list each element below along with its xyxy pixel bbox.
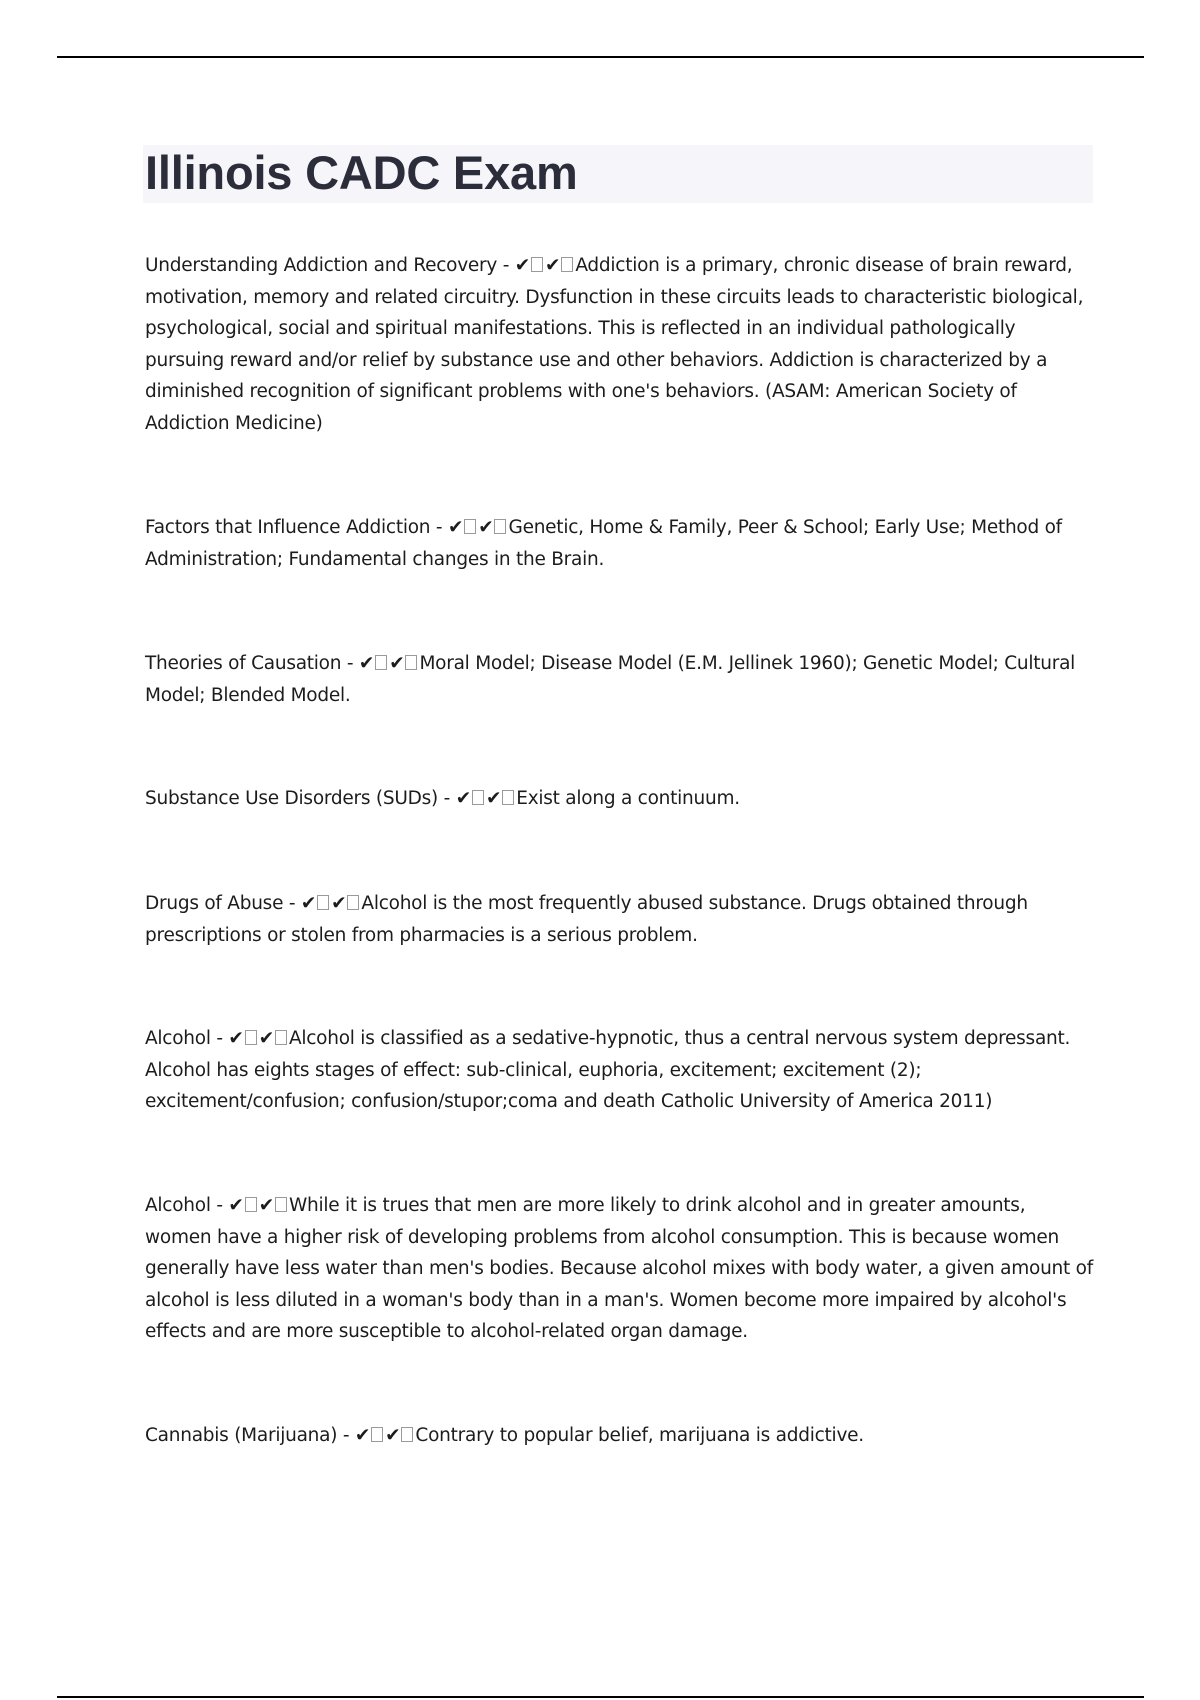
entry-definition: Alcohol is the most frequently abused substance. Drugs obtained through prescriptions or stolen from pharmacies is a serious problem.	[145, 893, 1028, 946]
qa-entry	[145, 1023, 1095, 1118]
checkmark-icon: ✔	[331, 893, 347, 914]
empty-box-icon	[464, 519, 476, 534]
entry-definition: Genetic, Home & Family, Peer & School; Early Use; Method of Administration; Fundamental changes in the Brain.	[145, 517, 1062, 570]
entry-definition: Addiction is a primary, chronic disease of brain reward, motivation, memory and related circuitry. Dysfunction in these circuits leads to characteristic biological, psychological, social and spiritual manifestations. This is reflected in an individual pathologically pursuing reward and/or relief by substance use and other behaviors. Addiction is characterized by a diminished recognition of significant problems with one's behaviors. (ASAM: American Society of Addiction Medicine)	[145, 255, 1084, 434]
empty-box-icon	[405, 655, 417, 670]
entry-separator: -	[497, 255, 515, 276]
entry-separator: -	[210, 1195, 229, 1216]
entry-definition: Exist along a continuum.	[516, 788, 740, 809]
entry-term: Theories of Causation	[145, 653, 342, 674]
entry-term: Drugs of Abuse	[145, 893, 284, 914]
empty-box-icon	[531, 257, 543, 272]
entry-term: Understanding Addiction and Recovery	[145, 255, 498, 276]
checkmark-icon: ✔	[228, 1195, 244, 1216]
empty-box-icon	[371, 1427, 383, 1442]
bottom-rule	[57, 1696, 1144, 1698]
empty-box-icon	[275, 1030, 287, 1045]
entry-separator: -	[438, 788, 456, 809]
entry-term: Alcohol	[145, 1028, 211, 1049]
checkmark-icon: ✔	[478, 517, 494, 538]
checkmark-icon: ✔	[258, 1028, 274, 1049]
empty-box-icon	[494, 519, 506, 534]
qa-entry	[145, 250, 1095, 439]
checkmark-icon: ✔	[258, 1195, 274, 1216]
empty-box-icon	[502, 790, 514, 805]
empty-box-icon	[375, 655, 387, 670]
entry-definition: Alcohol is classified as a sedative-hypnotic, thus a central nervous system depressant. Alcohol has eights stages of effect: sub-clinical, euphoria, excitement; excitement (2); excitement/confusion; confusion/stupor;coma and death Catholic University of America 2011)	[145, 1028, 1071, 1112]
checkmark-icon: ✔	[300, 893, 317, 914]
top-rule	[57, 56, 1144, 58]
qa-entry	[145, 648, 1095, 711]
qa-entry	[145, 1190, 1095, 1348]
empty-box-icon	[472, 790, 484, 805]
empty-box-icon	[347, 895, 359, 910]
entry-definition: While it is trues that men are more likely to drink alcohol and in greater amounts, women have a higher risk of developing problems from alcohol consumption. This is because women generally have less water than men's bodies. Because alcohol mixes with body water, a given amount of alcohol is less diluted in a woman's body than in a man's. Women become more impaired by alcohol's effects and are more susceptible to alcohol-related organ damage.	[145, 1195, 1093, 1342]
checkmark-icon: ✔	[447, 517, 464, 538]
checkmark-icon: ✔	[389, 653, 405, 674]
checkmark-icon: ✔	[545, 255, 561, 276]
entry-definition: Moral Model; Disease Model (E.M. Jellinek 1960); Genetic Model; Cultural Model; Blended Model.	[145, 653, 1076, 706]
entry-separator: -	[341, 653, 359, 674]
checkmark-icon: ✔	[228, 1028, 244, 1049]
entry-term: Factors that Influence Addiction	[145, 517, 431, 538]
entry-term: Cannabis (Marijuana)	[145, 1425, 338, 1446]
qa-entry	[145, 512, 1095, 575]
checkmark-icon: ✔	[354, 1425, 371, 1446]
entry-separator: -	[430, 517, 448, 538]
checkmark-icon: ✔	[455, 788, 471, 809]
entry-separator: -	[210, 1028, 229, 1049]
empty-box-icon	[401, 1427, 413, 1442]
entry-separator: -	[283, 893, 301, 914]
qa-entry	[145, 1420, 1095, 1452]
qa-entry	[145, 888, 1095, 951]
checkmark-icon: ✔	[514, 255, 531, 276]
checkmark-icon: ✔	[358, 653, 375, 674]
entry-term: Alcohol	[145, 1195, 211, 1216]
checkmark-icon: ✔	[385, 1425, 401, 1446]
empty-box-icon	[561, 257, 573, 272]
entry-definition: Contrary to popular belief, marijuana is addictive.	[415, 1425, 864, 1446]
checkmark-icon: ✔	[485, 788, 502, 809]
qa-entry	[145, 783, 1095, 815]
entry-separator: -	[337, 1425, 355, 1446]
empty-box-icon	[245, 1197, 257, 1212]
empty-box-icon	[245, 1030, 257, 1045]
empty-box-icon	[317, 895, 329, 910]
empty-box-icon	[275, 1197, 287, 1212]
entry-term: Substance Use Disorders (SUDs)	[145, 788, 439, 809]
page-title: Illinois CADC Exam	[145, 146, 578, 199]
